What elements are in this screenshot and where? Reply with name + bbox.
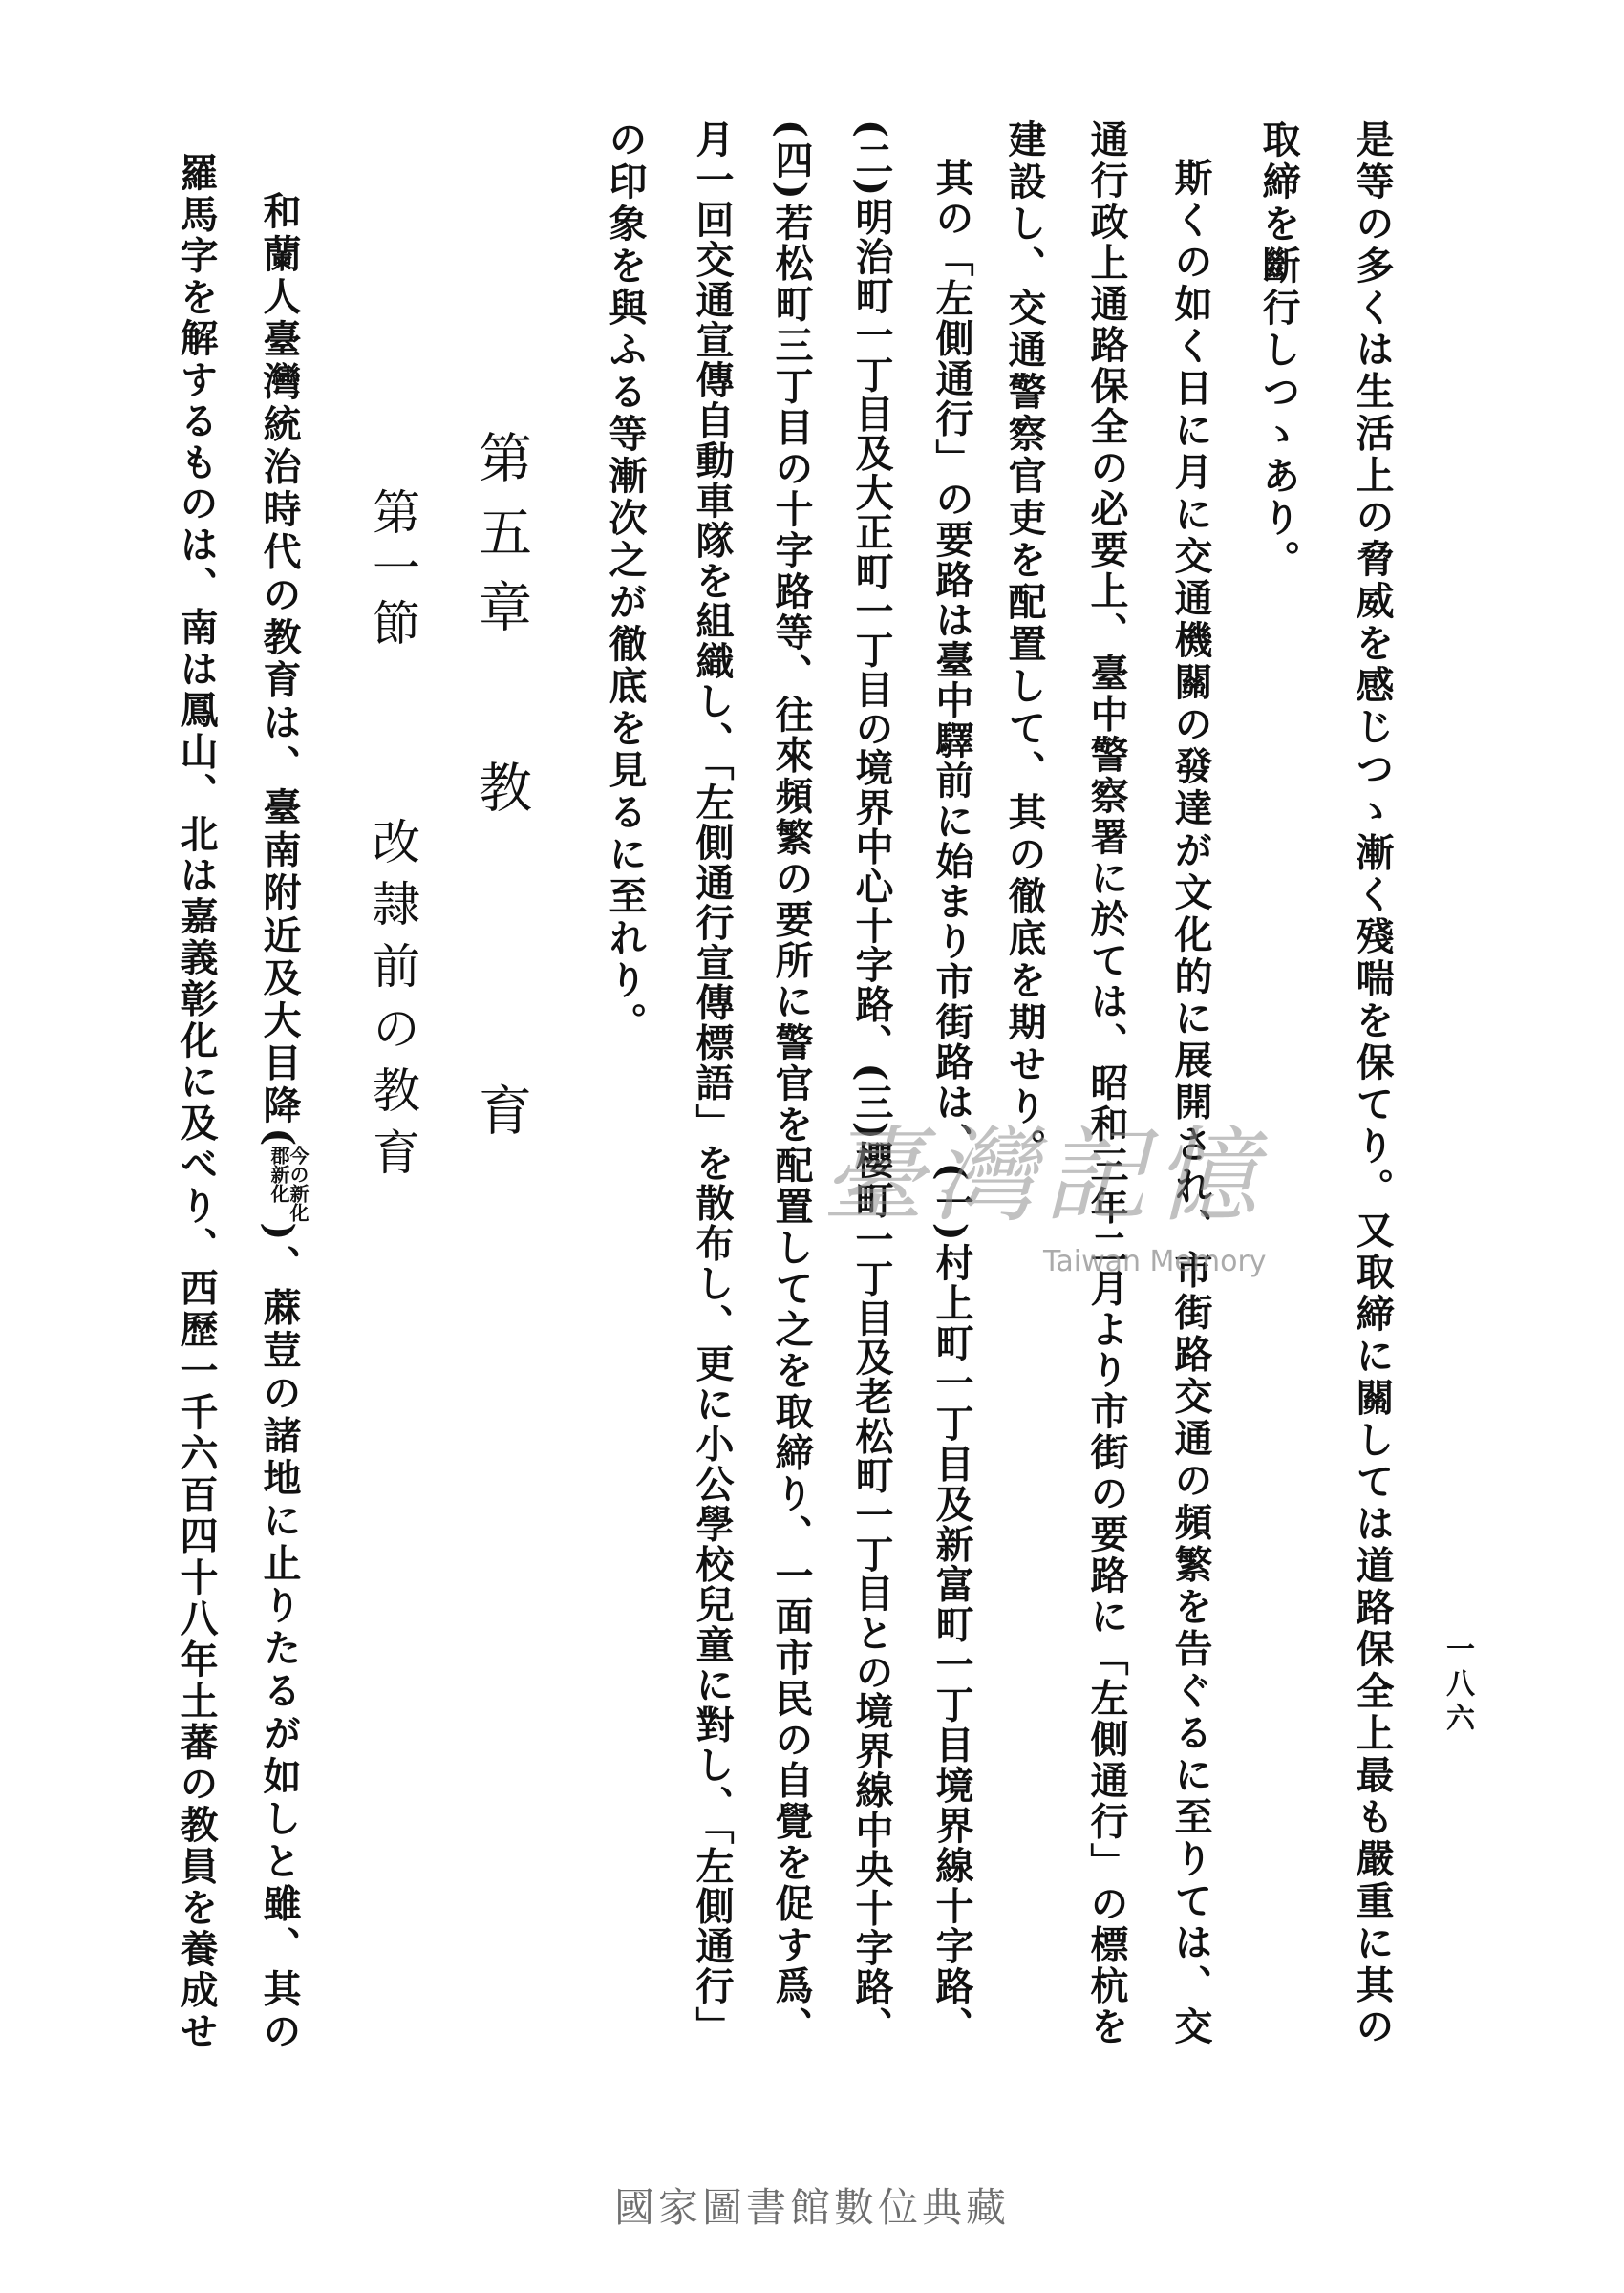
text-column-6: 其の「左側通行」の要路は臺中驛前に始まり市街路は、(一)村上町一丁目及新富町一丁目境界線十字路、: [930, 158, 974, 2045]
page-number: 一八六: [1441, 1634, 1474, 1737]
section-text-column-1: [258, 153, 308, 2049]
section-text-before-note: 和蘭人臺灣統治時代の教育は、臺南附近及大目降: [257, 191, 302, 1128]
text-column-9: 月一回交通宣傳自動車隊を組織し、「左側通行宣傳標語」を散布し、更に小公學校兒童に對し、「左側通行」: [690, 119, 735, 2045]
section-text-after-note: 、蔴荳の諸地に止りたるが如しと雖、其の: [257, 1240, 302, 2050]
section-number: 第一節: [365, 487, 420, 654]
text-column-3: 斯くの如く日に月に交通機關の發達が文化的に展開され、市街路交通の頻繁を告ぐるに至りては、交: [1168, 158, 1213, 2046]
text-column-5: 建設し、交通警察官吏を配置して、其の徹底を期せり。: [1002, 119, 1047, 1170]
text-column-1: 是等の多くは生活上の脅威を感じつゝ漸く殘喘を保てり。又取締に關しては道路保全上最も嚴重に其の: [1350, 119, 1395, 2046]
section-text-column-2: 羅馬字を解するものは、南は鳳山、北は嘉義彰化に及べり、西歷一千六百四十八年土蕃の教員を養成せ: [174, 153, 219, 2049]
inline-note-line-2: 郡新化: [267, 1146, 290, 1204]
chapter-title: 教育: [470, 760, 532, 1405]
text-column-4: 通行政上通路保全の必要上、臺中警察署に於ては、昭和三年二月より市街の要路に「左側通行」の標杭を: [1084, 119, 1129, 2045]
text-column-2: 取締を斷行しつゝあり。: [1256, 119, 1301, 582]
watermark-logo: 臺灣記憶: [822, 1117, 1266, 1236]
note-close-paren: ): [257, 1222, 302, 1241]
note-open-paren: (: [257, 1127, 302, 1146]
inline-note: [269, 1146, 308, 1222]
inline-note-line-1: 今の新化: [287, 1146, 310, 1223]
section-title: 改隷前の教育: [365, 817, 420, 1189]
text-column-8: (四)若松町三丁目の十字路等、往來頻繁の要所に警官を配置して之を取締り、一面市民の自覺を促す爲、: [769, 119, 814, 2045]
text-column-10: の印象を與ふる等漸次之が徹底を見るに至れり。: [603, 119, 648, 1044]
watermark-caption: Taiwan Memory: [1043, 1245, 1267, 1278]
text-column-7: (二)明治町一丁目及大正町一丁目の境界中心十字路、(三)櫻町一丁目及老松町一丁目との境界線中央十字路、: [849, 119, 894, 2045]
chapter-number: 第五章: [470, 430, 532, 654]
footer-credit: 國家圖書館數位典藏: [613, 2184, 1010, 2231]
